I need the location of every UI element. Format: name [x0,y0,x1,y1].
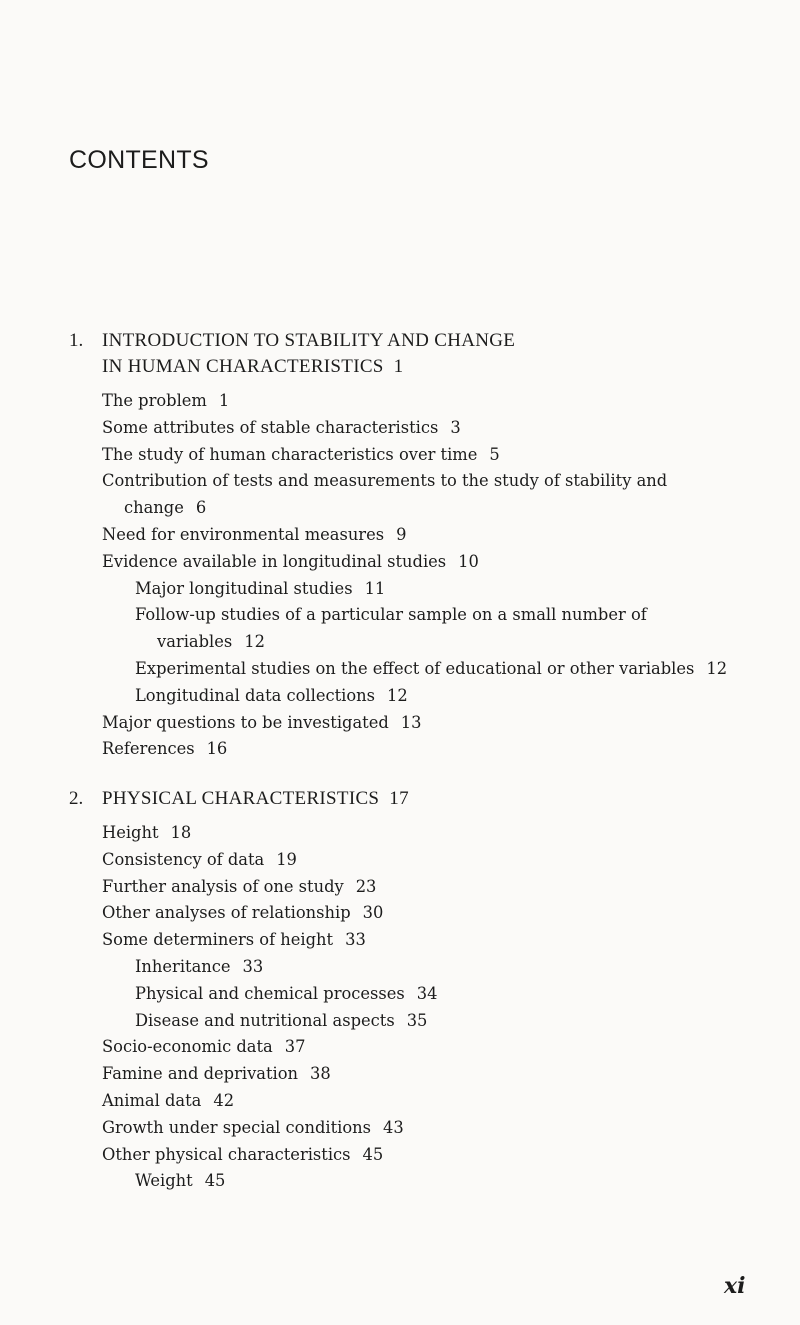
entry-page: 34 [416,983,438,1003]
toc-entry [102,549,736,576]
toc-entry [102,442,736,469]
entry-title: The study of human characteristics over time [102,444,478,464]
entry-page: 13 [400,712,422,732]
entry-title: Experimental studies on the effect of educational or other variables [135,658,695,678]
toc-entry [102,1115,736,1142]
entry-title: Consistency of data [102,849,265,869]
toc-entry [102,927,736,954]
toc-subentry [135,576,736,603]
entry-page: 3 [450,417,461,437]
entry-page: 1 [218,391,230,410]
toc-subentry [135,656,736,683]
entry-page: 23 [355,876,377,896]
entry-page: 16 [206,739,228,759]
entry-title: Need for environmental measures [102,524,385,544]
toc-entry [102,415,736,442]
entry-page: 45 [362,1144,384,1164]
chapter-page: 1 [393,356,404,377]
entry-title: References [102,739,195,759]
toc-entry [102,736,736,763]
entry-title: The problem [102,391,207,410]
toc-subentry [135,954,736,981]
toc-subentry [135,981,736,1008]
entry-page: 10 [458,551,479,571]
entry-title: Famine and deprivation [102,1064,299,1084]
entry-title: Further analysis of one study [102,876,344,896]
page-number: xi [724,1273,746,1299]
entry-page: 19 [276,849,297,869]
toc-entry [102,820,736,847]
toc-entry [102,388,736,415]
toc-subentry [135,1168,736,1195]
entry-page: 43 [382,1117,404,1137]
page-title: CONTENTS [69,146,209,174]
chapter-number: 2. [69,788,84,809]
entry-page: 38 [310,1064,331,1084]
entry-page: 33 [345,930,366,950]
entry-page: 42 [213,1090,235,1110]
entry-title: Some determiners of height [102,930,334,950]
entry-title: Other physical characteristics [102,1144,351,1164]
chapter-title [102,328,749,380]
entry-title: Follow-up studies of a particular sample on a small number of variables [135,605,647,652]
chapter-title-line: INTRODUCTION TO STABILITY AND CHANGE [102,330,516,351]
entry-page: 12 [387,685,408,705]
toc-entry [102,1061,736,1088]
chapter-page: 17 [389,788,409,809]
toc-entry [102,1142,736,1169]
entry-page: 9 [396,524,407,544]
entry-page: 30 [362,903,384,923]
entry-title: Physical and chemical processes [135,983,405,1003]
entry-title: Some attributes of stable characteristics [102,417,439,437]
entry-page: 45 [204,1171,226,1191]
entry-title: Disease and nutritional aspects [135,1010,395,1030]
entry-page: 5 [489,444,500,464]
entry-title: Major questions to be investigated [102,712,389,732]
toc-entry [102,874,736,901]
toc-entry [102,468,736,522]
chapter-2 [69,786,749,1195]
entry-page: 6 [195,498,207,518]
toc-entry [102,710,736,737]
entry-title: Inheritance [135,956,231,976]
entry-page: 33 [242,956,264,976]
chapter-title-line: PHYSICAL CHARACTERISTICS [102,788,380,809]
entry-title: Weight [135,1171,193,1191]
chapter-entries [102,388,736,763]
entry-title: Contribution of tests and measurements to the study of stability and change [102,471,668,518]
toc-entry [102,847,736,874]
chapter-title-line-last [102,786,749,812]
toc-entry [102,1088,736,1115]
toc-subentry [135,602,736,656]
toc-entry [102,900,736,927]
toc-subentry [135,1008,736,1035]
entry-title: Major longitudinal studies [135,578,353,598]
entry-page: 12 [706,658,728,678]
entry-page: 18 [170,823,192,842]
entry-title: Longitudinal data collections [135,685,375,705]
entry-page: 12 [244,632,265,652]
toc-subentry [135,683,736,710]
chapter-title [102,786,749,812]
entry-page: 37 [284,1037,306,1057]
toc-entry [102,1034,736,1061]
entry-title: Other analyses of relationship [102,903,351,923]
chapter-number: 1. [69,330,84,351]
entry-title: Height [102,823,159,842]
entry-page: 35 [406,1010,428,1030]
chapter-title-line: IN HUMAN CHARACTERISTICS [102,356,384,377]
chapter-title-line-last [102,354,749,380]
entry-title: Socio-economic data [102,1037,273,1057]
entry-title: Growth under special conditions [102,1117,371,1137]
toc-entry [102,522,736,549]
entry-page: 11 [364,578,386,598]
entry-title: Animal data [102,1090,202,1110]
chapter-1 [69,328,749,763]
chapter-entries [102,820,736,1195]
entry-title: Evidence available in longitudinal studies [102,551,447,571]
